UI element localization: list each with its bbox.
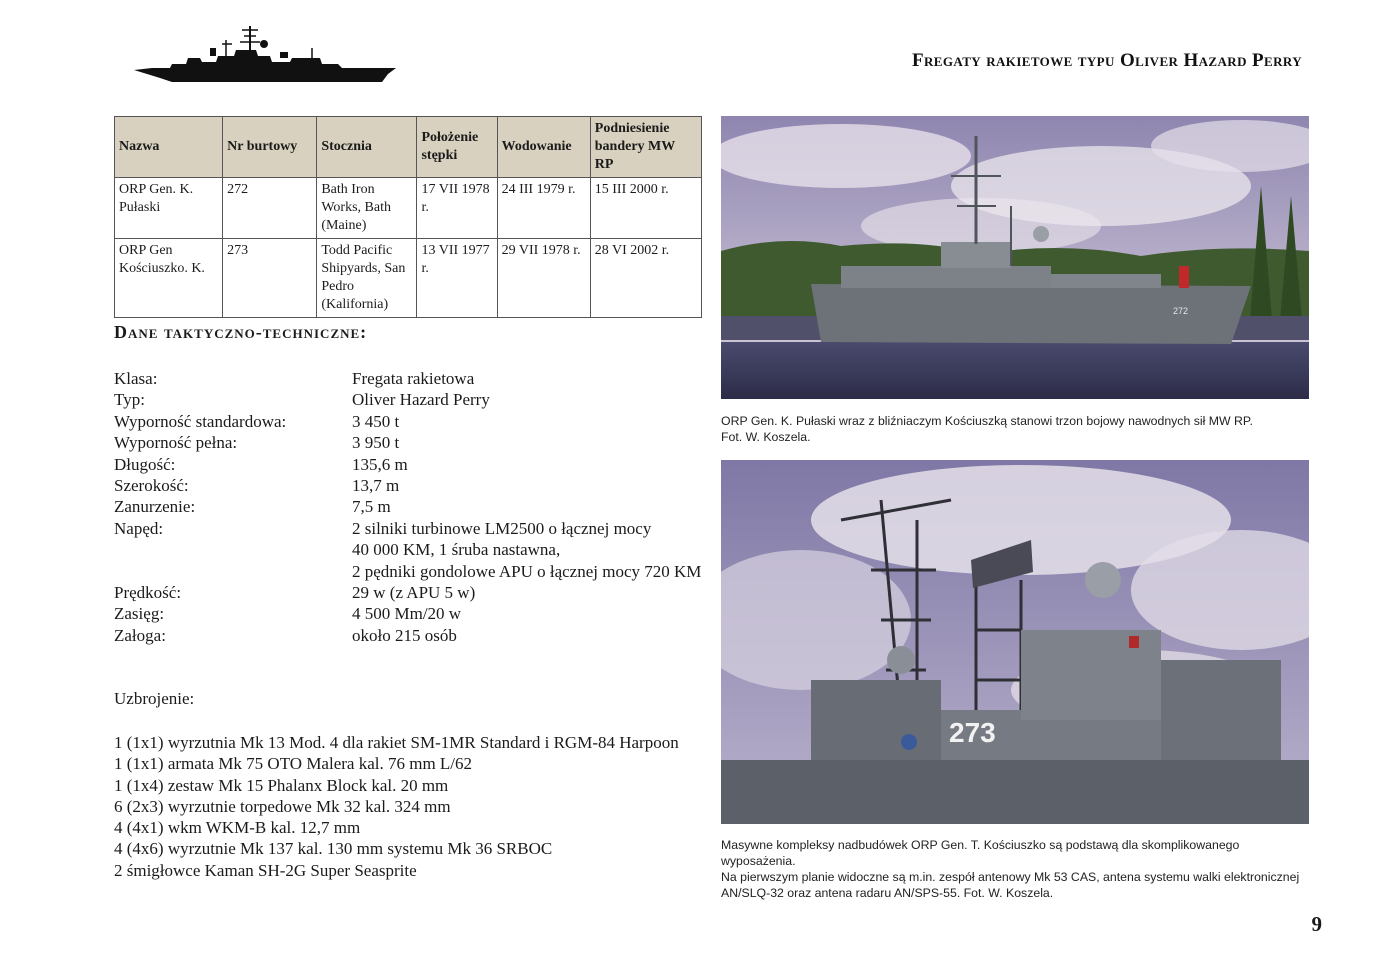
table-cell: ORP Gen. K. Pułaski: [115, 178, 223, 239]
armament-item: 2 śmigłowce Kaman SH-2G Super Seasprite: [114, 860, 417, 880]
spec-row: [114, 411, 714, 432]
spec-label: Zasięg:: [114, 604, 165, 624]
spec-row: [114, 432, 714, 453]
table-cell: 28 VI 2002 r.: [590, 239, 701, 318]
spec-row: [114, 539, 714, 560]
photo-caption: [721, 837, 1311, 901]
spec-label: Prędkość:: [114, 583, 182, 603]
spec-label: Załoga:: [114, 625, 166, 645]
table-cell: Todd Pacific Shipyards, San Pedro (Kalifornia): [317, 239, 417, 318]
table-header-row: [115, 117, 702, 178]
spec-value: 7,5 m: [352, 497, 391, 517]
spec-row: [114, 561, 714, 582]
table-cell: 15 III 2000 r.: [590, 178, 701, 239]
table-cell: 272: [223, 178, 317, 239]
spec-row: [114, 496, 714, 517]
page-number: 9: [1311, 912, 1322, 936]
svg-text:272: 272: [1173, 306, 1189, 316]
spec-value: 2 silniki turbinowe LM2500 o łącznej mocy: [352, 518, 652, 538]
spec-row: [114, 603, 714, 624]
svg-text:273: 273: [949, 717, 996, 748]
spec-value: 2 pędniki gondolowe APU o łącznej mocy 720 KM: [352, 561, 702, 581]
table-header-cell: Stocznia: [317, 117, 417, 178]
table-cell: 17 VII 1978 r.: [417, 178, 497, 239]
photo-caption: [721, 413, 1311, 445]
running-title: Fregaty rakietowe typu Oliver Hazard Perry: [912, 50, 1302, 71]
table-row: [115, 178, 702, 239]
table-header-cell: Wodowanie: [497, 117, 590, 178]
specs-heading: Dane taktyczno-techniczne:: [114, 322, 368, 342]
table-header-cell: Nazwa: [115, 117, 223, 178]
spec-row: [114, 518, 714, 539]
armament-item: 1 (1x1) armata Mk 75 OTO Malera kal. 76 mm L/62: [114, 754, 473, 774]
table-row: [115, 239, 702, 318]
spec-label: Napęd:: [114, 518, 164, 538]
spec-value: 3 950 t: [352, 433, 400, 453]
photo-frigate-pulaski: [721, 116, 1309, 399]
frigate-silhouette-icon: [132, 22, 400, 94]
spec-label: Szerokość:: [114, 476, 189, 496]
armament-item: 1 (1x1) wyrzutnia Mk 13 Mod. 4 dla rakiet SM-1MR Standard i RGM-84 Harpoon: [114, 733, 679, 752]
spec-value: 3 450 t: [352, 411, 400, 431]
ships-table: [114, 116, 702, 318]
spec-value: Fregata rakietowa: [352, 369, 475, 388]
spec-row: [114, 625, 714, 646]
table-header-cell: Położenie stępki: [417, 117, 497, 178]
table-cell: ORP Gen Kościuszko. K.: [115, 239, 223, 318]
table-cell: 273: [223, 239, 317, 318]
spec-row: [114, 389, 714, 410]
armament-label: Uzbrojenie:: [114, 689, 195, 708]
spec-value: 29 w (z APU 5 w): [352, 583, 476, 603]
spec-value: 40 000 KM, 1 śruba nastawna,: [352, 540, 561, 560]
spec-row: [114, 454, 714, 475]
spec-value: około 215 osób: [352, 625, 457, 645]
spec-value: Oliver Hazard Perry: [352, 390, 490, 410]
table-header-cell: Podniesienie bandery MW RP: [590, 117, 701, 178]
spec-value: 135,6 m: [352, 454, 408, 474]
caption-line: Na pierwszym planie widoczne są m.in. zespół antenowy Mk 53 CAS, antena systemu walki elektronicznej AN/SLQ-32 oraz antena radaru AN/SPS-55. Fot. W. Koszela.: [721, 870, 1300, 900]
table-header-cell: Nr burtowy: [223, 117, 317, 178]
spec-label: Wyporność standardowa:: [114, 411, 287, 431]
armament-item: 1 (1x4) zestaw Mk 15 Phalanx Block kal. 20 mm: [114, 775, 449, 795]
spec-row: [114, 368, 714, 389]
table-cell: 29 VII 1978 r.: [497, 239, 590, 318]
photo-frigate-kosciuszko-superstructure: [721, 460, 1309, 824]
armament-item: 6 (2x3) wyrzutnie torpedowe Mk 32 kal. 324 mm: [114, 796, 451, 816]
spec-row: [114, 582, 714, 603]
caption-line: Masywne kompleksy nadbudówek ORP Gen. T. Kościuszko są podstawą dla skomplikowanego wyposażenia.: [721, 838, 1240, 868]
spec-label: Klasa:: [114, 369, 158, 388]
armament-item: 4 (4x6) wyrzutnie Mk 137 kal. 130 mm systemu Mk 36 SRBOC: [114, 839, 553, 859]
armament-item: 4 (4x1) wkm WKM-B kal. 12,7 mm: [114, 818, 361, 838]
table-cell: 13 VII 1977 r.: [417, 239, 497, 318]
spec-row: [114, 475, 714, 496]
table-cell: Bath Iron Works, Bath (Maine): [317, 178, 417, 239]
armament-list: [114, 732, 714, 881]
caption-line: Fot. W. Koszela.: [721, 430, 811, 444]
specs-list: [114, 368, 714, 646]
table-cell: 24 III 1979 r.: [497, 178, 590, 239]
spec-label: [114, 561, 352, 582]
spec-label: Wyporność pełna:: [114, 433, 238, 453]
caption-line: ORP Gen. K. Pułaski wraz z bliźniaczym Kościuszką stanowi trzon bojowy nawodnych sił MW RP.: [721, 414, 1253, 428]
spec-label: [114, 539, 352, 560]
spec-value: 13,7 m: [352, 476, 400, 496]
spec-label: Zanurzenie:: [114, 497, 196, 517]
spec-label: Typ:: [114, 390, 145, 410]
spec-value: 4 500 Mm/20 w: [352, 604, 462, 624]
spec-label: Długość:: [114, 454, 176, 474]
